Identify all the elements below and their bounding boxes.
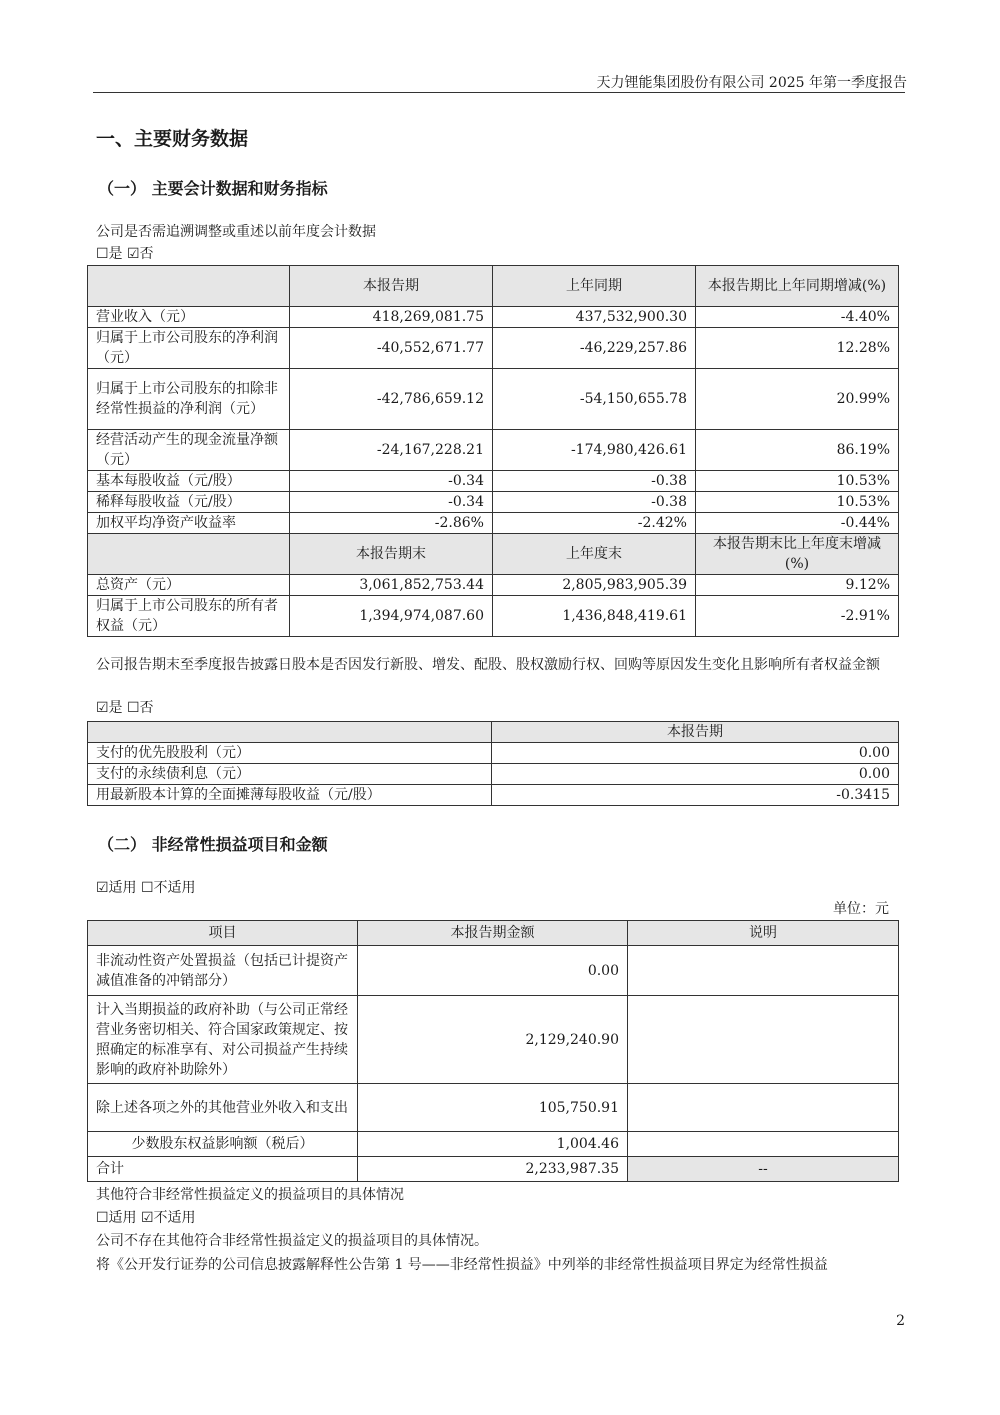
cell-value: -0.38 [493, 492, 696, 513]
subsection-title-non-recurring: （二） 非经常性损益项目和金额 [98, 835, 328, 854]
cell-value: -0.38 [493, 471, 696, 492]
cell-value: 12.28% [696, 328, 899, 369]
cell-value: -4.40% [696, 307, 899, 328]
cell-value: -2.86% [290, 513, 493, 534]
table-row [88, 513, 899, 534]
table-row [88, 596, 899, 637]
cell-value: 2,233,987.35 [358, 1157, 628, 1182]
cell-value: -0.34 [290, 471, 493, 492]
row-label: 经营活动产生的现金流量净额（元） [88, 430, 290, 471]
cell-value: 0.00 [492, 764, 899, 785]
table3-header-note: 说明 [628, 921, 899, 946]
row-label: 少数股东权益影响额（税后） [88, 1132, 358, 1157]
row-label: 计入当期损益的政府补助（与公司正常经营业务密切相关、符合国家政策规定、按照确定的标准享有、对公司损益产生持续影响的政府补助除外） [88, 996, 358, 1084]
table-row [88, 1132, 899, 1157]
cell-value: 0.00 [492, 743, 899, 764]
row-label: 非流动性资产处置损益（包括已计提资产减值准备的冲销部分） [88, 946, 358, 996]
cell-value: 10.53% [696, 471, 899, 492]
table3-header-amount: 本报告期金额 [358, 921, 628, 946]
section-title-main-financial-data: 一、主要财务数据 [96, 128, 249, 150]
cell-value: 1,004.46 [358, 1132, 628, 1157]
cell-value: -174,980,426.61 [493, 430, 696, 471]
cell-value: 2,805,983,905.39 [493, 575, 696, 596]
cell-note [628, 946, 899, 996]
cell-value: 9.12% [696, 575, 899, 596]
table-row [88, 764, 899, 785]
cell-value: -46,229,257.86 [493, 328, 696, 369]
reclassification-note: 将《公开发行证券的公司信息披露解释性公告第 1 号——非经常性损益》中列举的非经常性损益项目界定为经常性损益 [96, 1257, 828, 1273]
row-label: 归属于上市公司股东的所有者权益（元） [88, 596, 290, 637]
unit-label: 单位：元 [833, 901, 889, 917]
table-row [88, 430, 899, 471]
table-row [88, 369, 899, 430]
cell-value: -0.3415 [492, 785, 899, 806]
row-label: 除上述各项之外的其他营业外收入和支出 [88, 1084, 358, 1132]
table3-header-item: 项目 [88, 921, 358, 946]
row-label: 支付的优先股股利（元） [88, 743, 492, 764]
cell-value: -0.34 [290, 492, 493, 513]
row-label: 稀释每股收益（元/股） [88, 492, 290, 513]
cell-value: -24,167,228.21 [290, 430, 493, 471]
table-row [88, 492, 899, 513]
other-items-applicability: ☐适用 ☑不适用 [96, 1210, 196, 1226]
table1-header-current: 本报告期 [290, 266, 493, 307]
row-label: 归属于上市公司股东的净利润（元） [88, 328, 290, 369]
table-row [88, 1157, 899, 1182]
cell-value: -0.44% [696, 513, 899, 534]
table-row [88, 946, 899, 996]
cell-value: 2,129,240.90 [358, 996, 628, 1084]
cell-value: 105,750.91 [358, 1084, 628, 1132]
table-row [88, 328, 899, 369]
table-row [88, 785, 899, 806]
cell-note [628, 1132, 899, 1157]
share-capital-change-question: 公司报告期末至季度报告披露日股本是否因发行新股、增发、配股、股权激励行权、回购等原因发生变化且影响所有者权益金额 [96, 657, 880, 673]
cell-value: 20.99% [696, 369, 899, 430]
table1-subheader-blank [88, 534, 290, 575]
other-items-statement: 公司不存在其他符合非经常性损益定义的损益项目的具体情况。 [96, 1233, 488, 1249]
cell-value: -40,552,671.77 [290, 328, 493, 369]
row-label: 支付的永续债利息（元） [88, 764, 492, 785]
table-row [88, 996, 899, 1084]
cell-value: 418,269,081.75 [290, 307, 493, 328]
cell-value: -54,150,655.78 [493, 369, 696, 430]
table1-header-prior: 上年同期 [493, 266, 696, 307]
row-label: 营业收入（元） [88, 307, 290, 328]
key-financial-indicators-table [87, 265, 899, 637]
row-label: 用最新股本计算的全面摊薄每股收益（元/股） [88, 785, 492, 806]
table-row [88, 307, 899, 328]
other-items-note: 其他符合非经常性损益定义的损益项目的具体情况 [96, 1187, 404, 1203]
diluted-eps-table [87, 721, 899, 806]
cell-value: 0.00 [358, 946, 628, 996]
share-capital-change-options: ☑是 ☐否 [96, 700, 154, 716]
cell-note [628, 996, 899, 1084]
table-row [88, 575, 899, 596]
cell-value: 1,436,848,419.61 [493, 596, 696, 637]
cell-value: 437,532,900.30 [493, 307, 696, 328]
cell-value: 86.19% [696, 430, 899, 471]
cell-value: 3,061,852,753.44 [290, 575, 493, 596]
non-recurring-gains-losses-table [87, 920, 899, 1182]
header-divider [93, 92, 905, 93]
table1-subheader-change: 本报告期末比上年度末增减(%) [696, 534, 899, 575]
table2-header-blank [88, 722, 492, 743]
cell-value: 1,394,974,087.60 [290, 596, 493, 637]
cell-value: -2.91% [696, 596, 899, 637]
table1-subheader-period-end: 本报告期末 [290, 534, 493, 575]
cell-value: -2.42% [493, 513, 696, 534]
table-row [88, 743, 899, 764]
row-label: 加权平均净资产收益率 [88, 513, 290, 534]
row-label: 总资产（元） [88, 575, 290, 596]
row-label: 合计 [88, 1157, 358, 1182]
restatement-question: 公司是否需追溯调整或重述以前年度会计数据 [96, 224, 376, 240]
table2-header-current: 本报告期 [492, 722, 899, 743]
non-recurring-applicability: ☑适用 ☐不适用 [96, 880, 196, 896]
table1-header-change: 本报告期比上年同期增减(%) [696, 266, 899, 307]
row-label: 归属于上市公司股东的扣除非经常性损益的净利润（元） [88, 369, 290, 430]
row-label: 基本每股收益（元/股） [88, 471, 290, 492]
report-header-title: 天力锂能集团股份有限公司 2025 年第一季度报告 [596, 75, 907, 91]
cell-value: -42,786,659.12 [290, 369, 493, 430]
cell-note: -- [628, 1157, 899, 1182]
table-row [88, 471, 899, 492]
restatement-options: ☐是 ☑否 [96, 246, 154, 262]
cell-note [628, 1084, 899, 1132]
page-number: 2 [896, 1313, 905, 1329]
table1-header-blank [88, 266, 290, 307]
table1-subheader-prior-year-end: 上年度末 [493, 534, 696, 575]
table-row [88, 1084, 899, 1132]
cell-value: 10.53% [696, 492, 899, 513]
subsection-title-accounting-data: （一） 主要会计数据和财务指标 [98, 179, 328, 198]
